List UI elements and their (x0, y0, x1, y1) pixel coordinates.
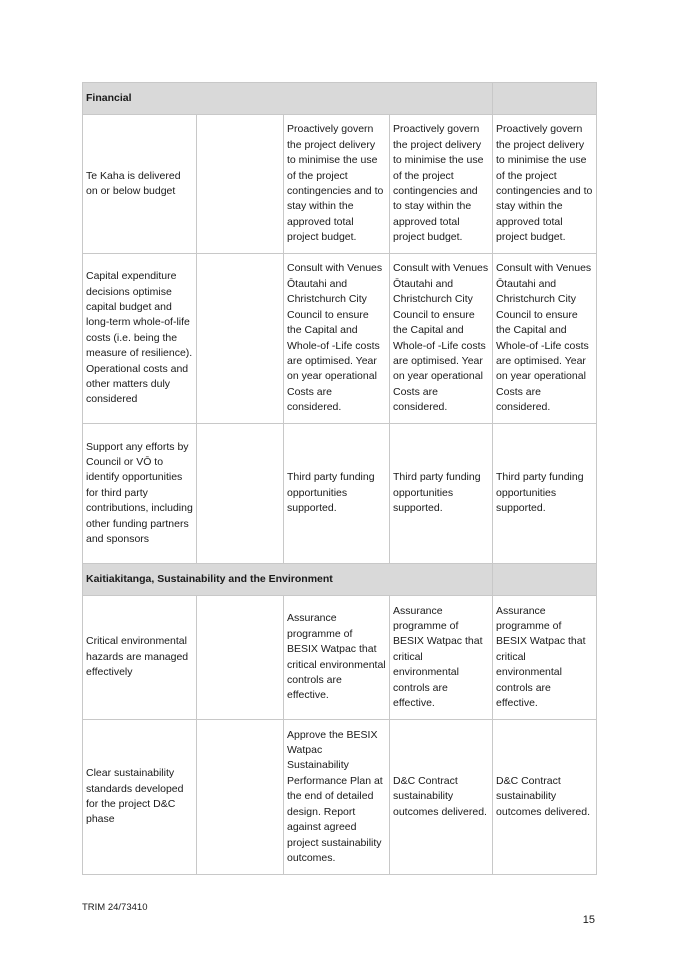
section-header-blank-cell (493, 564, 597, 596)
section-header-blank-cell (493, 83, 597, 115)
page-number: 15 (582, 914, 595, 926)
trim-reference: TRIM 24/73410 (82, 902, 148, 913)
measure-cell-3: D&C Contract sustainability outcomes delivered. (493, 720, 597, 875)
table-row (83, 254, 597, 424)
objective-cell: Clear sustainability standards developed for the project D&C phase (83, 720, 197, 875)
blank-cell (197, 424, 284, 564)
objective-cell: Support any efforts by Council or VŌ to identify opportunities for third party contributions, including other funding partners and sponsors (83, 424, 197, 564)
blank-cell (197, 720, 284, 875)
measure-cell-1: Approve the BESIX Watpac Sustainability Performance Plan at the end of detailed design. Report against agreed project sustainability outcomes. (284, 720, 390, 875)
measure-cell-2: Proactively govern the project delivery to minimise the use of the project contingencies and to stay within the approved total project budget. (390, 115, 493, 254)
objective-cell: Critical environmental hazards are managed effectively (83, 596, 197, 720)
blank-cell (197, 115, 284, 254)
table-row (83, 720, 597, 875)
measure-cell-1: Assurance programme of BESIX Watpac that critical environmental controls are effective. (284, 596, 390, 720)
measure-cell-2: Consult with Venues Ōtautahi and Christchurch City Council to ensure the Capital and Whole-of -Life costs are optimised. Year on year operational Costs are considered. (390, 254, 493, 424)
measure-cell-1: Consult with Venues Ōtautahi and Christchurch City Council to ensure the Capital and Whole-of -Life costs are optimised. Year on year operational Costs are considered. (284, 254, 390, 424)
table-row (83, 424, 597, 564)
section-title: Financial (83, 83, 493, 115)
measure-cell-3: Consult with Venues Ōtautahi and Christchurch City Council to ensure the Capital and Whole-of -Life costs are optimised. Year on year operational Costs are considered. (493, 254, 597, 424)
measure-cell-3: Assurance programme of BESIX Watpac that critical environmental controls are effective. (493, 596, 597, 720)
measure-cell-1: Proactively govern the project delivery to minimise the use of the project contingencies and to stay within the approved total project budget. (284, 115, 390, 254)
section-header-row (83, 83, 597, 115)
section-title: Kaitiakitanga, Sustainability and the Environment (83, 564, 493, 596)
objective-cell: Capital expenditure decisions optimise capital budget and long-term whole-of-life costs (i.e. being the measure of resilience). Operational costs and other matters duly considered (83, 254, 197, 424)
measure-cell-3: Third party funding opportunities supported. (493, 424, 597, 564)
objectives-table (82, 82, 597, 875)
measure-cell-2: D&C Contract sustainability outcomes delivered. (390, 720, 493, 875)
table-row (83, 115, 597, 254)
measure-cell-2: Third party funding opportunities supported. (390, 424, 493, 564)
measure-cell-3: Proactively govern the project delivery to minimise the use of the project contingencies and to stay within the approved total project budget. (493, 115, 597, 254)
section-header-row (83, 564, 597, 596)
blank-cell (197, 254, 284, 424)
measure-cell-1: Third party funding opportunities supported. (284, 424, 390, 564)
blank-cell (197, 596, 284, 720)
objective-cell: Te Kaha is delivered on or below budget (83, 115, 197, 254)
table-row (83, 596, 597, 720)
measure-cell-2: Assurance programme of BESIX Watpac that critical environmental controls are effective. (390, 596, 493, 720)
